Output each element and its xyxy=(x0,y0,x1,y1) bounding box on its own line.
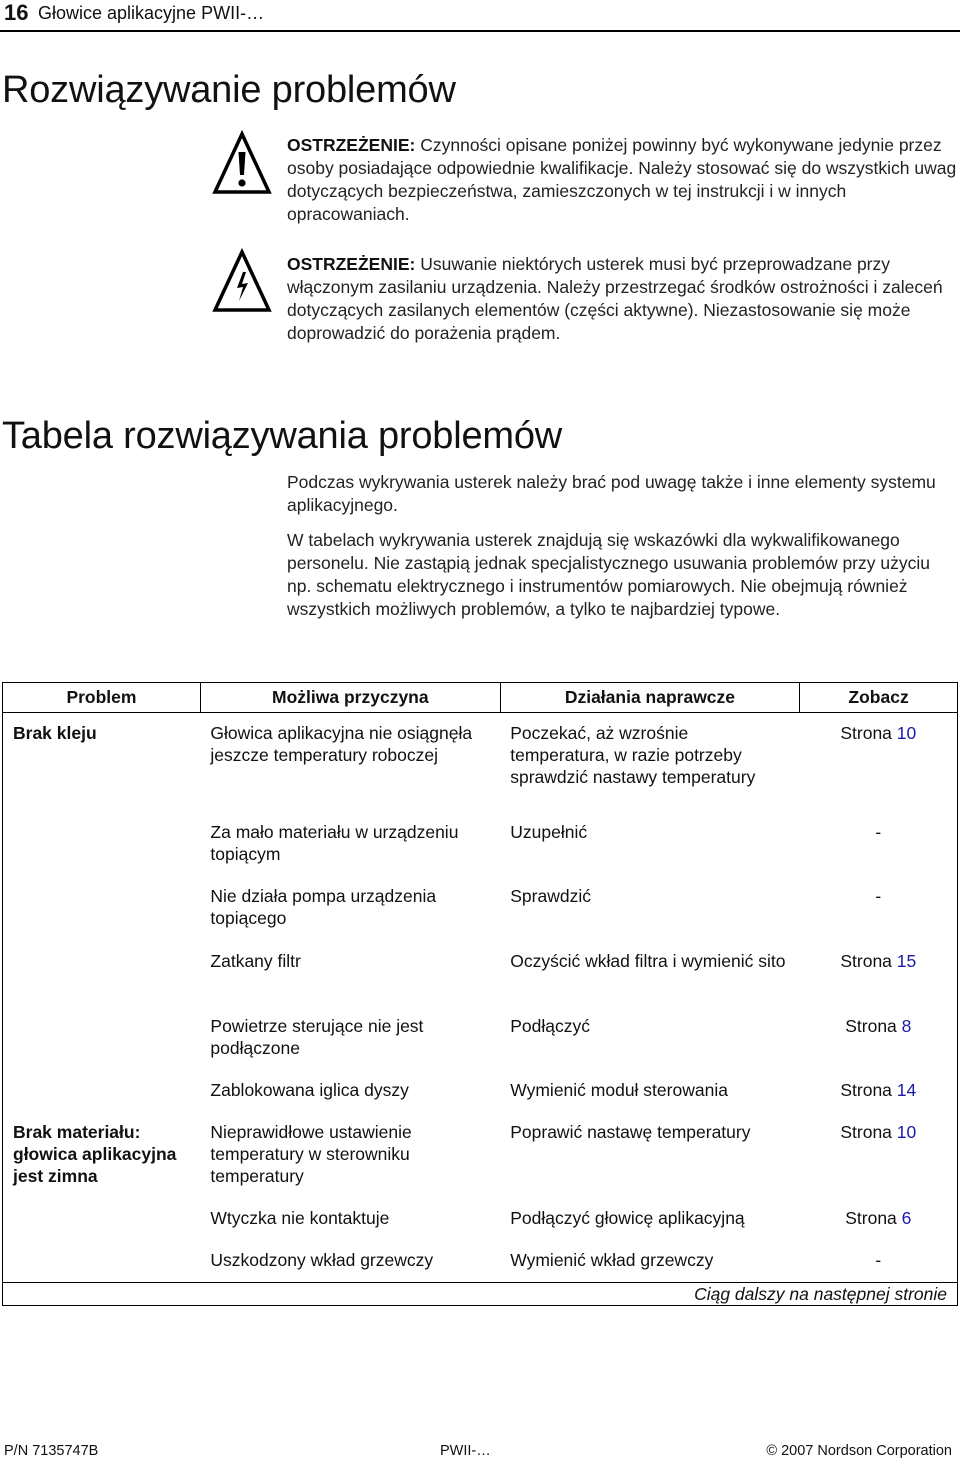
problem-cell: Brak materiału: głowica aplikacyjna jest zimna xyxy=(3,1121,201,1207)
table-row xyxy=(3,885,958,950)
problem-cell xyxy=(3,1015,201,1079)
cause-cell: Nie działa pompa urządzenia topiącego xyxy=(210,885,437,928)
see-prefix: Strona xyxy=(845,1015,897,1036)
see-cell xyxy=(800,1121,958,1207)
see-cell xyxy=(800,821,958,885)
page-link[interactable]: 6 xyxy=(901,1207,912,1228)
column-header-see: Zobacz xyxy=(800,683,958,713)
see-dash: - xyxy=(875,1249,882,1270)
problem-cell xyxy=(3,950,201,1015)
see-prefix: Strona xyxy=(840,723,892,743)
see-cell xyxy=(800,1207,958,1249)
table-row xyxy=(3,1015,958,1079)
see-prefix: Strona xyxy=(840,950,892,971)
warning-text: Usuwanie niektórych usterek musi być przeprowadzane przy włączonym zasilaniu urządzenia. Należy przestrzegać środków ostrożności i zaleceń dotyczących zasilanych elementów (części aktywne). Niezastosowanie się może doprowadzić do porażenia prądem. xyxy=(287,254,943,343)
table-row xyxy=(3,821,958,885)
cause-cell: Zatkany filtr xyxy=(210,950,301,971)
table-row xyxy=(3,1079,958,1121)
section-title-troubleshooting: Rozwiązywanie problemów xyxy=(2,69,456,111)
action-cell: Podłączyć xyxy=(510,1015,590,1036)
warning-text: Czynności opisane poniżej powinny być wykonywane jedynie przez osoby posiadające odpowiednie kwalifikacje. Należy stosować się do wszystkich uwag dotyczących bezpieczeństwa, zamieszczonych w tej instrukcji i w innych opracowaniach. xyxy=(287,135,957,224)
section-title-troubleshooting-table: Tabela rozwiązywania problemów xyxy=(2,415,563,457)
cause-cell: Powietrze sterujące nie jest podłączone xyxy=(210,1015,424,1058)
action-cell: Poprawić nastawę temperatury xyxy=(510,1121,751,1142)
cause-cell: Wtyczka nie kontaktuje xyxy=(210,1207,390,1228)
table-row xyxy=(3,1207,958,1249)
warning-exclamation-icon xyxy=(212,130,272,196)
column-header-problem: Problem xyxy=(3,683,201,713)
cause-cell: Zablokowana iglica dyszy xyxy=(210,1079,409,1100)
action-cell: Poczekać, aż wzrośnie temperatura, w razie potrzeby sprawdzić nastawy temperatury xyxy=(510,723,756,787)
troubleshooting-table xyxy=(2,682,958,1306)
see-cell xyxy=(800,950,958,1015)
intro-paragraph: Podczas wykrywania usterek należy brać pod uwagę także i inne elementy systemu aplikacyjnego. xyxy=(287,472,936,515)
column-header-action: Działania naprawcze xyxy=(500,683,799,713)
electrical-hazard-icon xyxy=(212,248,272,314)
column-header-cause: Możliwa przyczyna xyxy=(200,683,500,713)
action-cell: Uzupełnić xyxy=(510,821,588,842)
page-link[interactable]: 10 xyxy=(896,723,917,743)
problem-cell xyxy=(3,885,201,950)
continuation-note: Ciąg dalszy na następnej stronie xyxy=(3,1283,958,1306)
see-dash: - xyxy=(875,821,882,842)
cause-cell: Nieprawidłowe ustawienie temperatury w sterowniku temperatury xyxy=(210,1121,412,1186)
see-cell xyxy=(800,1079,958,1121)
header-rule xyxy=(0,30,960,32)
page-number: 16 xyxy=(4,0,29,25)
footer-part-number: P/N 7135747B xyxy=(4,1443,99,1459)
table-row xyxy=(3,950,958,1015)
warning-label: OSTRZEŻENIE: xyxy=(287,135,416,155)
running-header-title: Głowice aplikacyjne PWII-… xyxy=(38,3,265,23)
page-link[interactable]: 10 xyxy=(896,1121,917,1142)
warning-block-electrical xyxy=(287,253,957,345)
problem-cell xyxy=(3,821,201,885)
cause-cell: Za mało materiału w urządzeniu topiącym xyxy=(210,821,459,864)
see-cell xyxy=(800,713,958,821)
table-header-row xyxy=(3,683,958,713)
see-cell xyxy=(800,885,958,950)
see-dash: - xyxy=(875,885,882,906)
problem-cell xyxy=(3,1249,201,1283)
page-link[interactable]: 14 xyxy=(896,1079,917,1100)
action-cell: Wymienić wkład grzewczy xyxy=(510,1249,714,1270)
problem-cell xyxy=(3,1079,201,1121)
cause-cell: Uszkodzony wkład grzewczy xyxy=(210,1249,434,1270)
warning-label: OSTRZEŻENIE: xyxy=(287,254,416,274)
see-prefix: Strona xyxy=(840,1121,892,1142)
problem-cell xyxy=(3,1207,201,1249)
action-cell: Wymienić moduł sterowania xyxy=(510,1079,728,1100)
action-cell: Podłączyć głowicę aplikacyjną xyxy=(510,1207,745,1228)
see-prefix: Strona xyxy=(845,1207,897,1228)
intro-paragraph: W tabelach wykrywania usterek znajdują się wskazówki dla wykwalifikowanego personelu. Nie zastąpią jednak specjalistycznego usuwania problemów przy użyciu np. schematu elektrycznego i instrumentów pomiarowych. Nie obejmują również wszystkich możliwych problemów, a tylko te najbardziej typowe. xyxy=(287,530,930,619)
see-cell xyxy=(800,1249,958,1283)
page-link[interactable]: 8 xyxy=(901,1015,912,1036)
see-prefix: Strona xyxy=(840,1079,892,1100)
table-row xyxy=(3,1121,958,1207)
see-cell xyxy=(800,1015,958,1079)
page-link[interactable]: 15 xyxy=(896,950,917,971)
table-row xyxy=(3,1249,958,1283)
table-continuation-row xyxy=(3,1283,958,1306)
table-row xyxy=(3,713,958,821)
problem-cell: Brak kleju xyxy=(3,713,201,821)
action-cell: Sprawdzić xyxy=(510,885,591,906)
footer-copyright: © 2007 Nordson Corporation xyxy=(766,1443,952,1459)
footer-product: PWII-… xyxy=(440,1443,491,1459)
action-cell: Oczyścić wkład filtra i wymienić sito xyxy=(510,950,786,971)
warning-block-qualified-personnel xyxy=(287,134,957,226)
cause-cell: Głowica aplikacyjna nie osiągnęła jeszcze temperatury roboczej xyxy=(210,723,473,765)
